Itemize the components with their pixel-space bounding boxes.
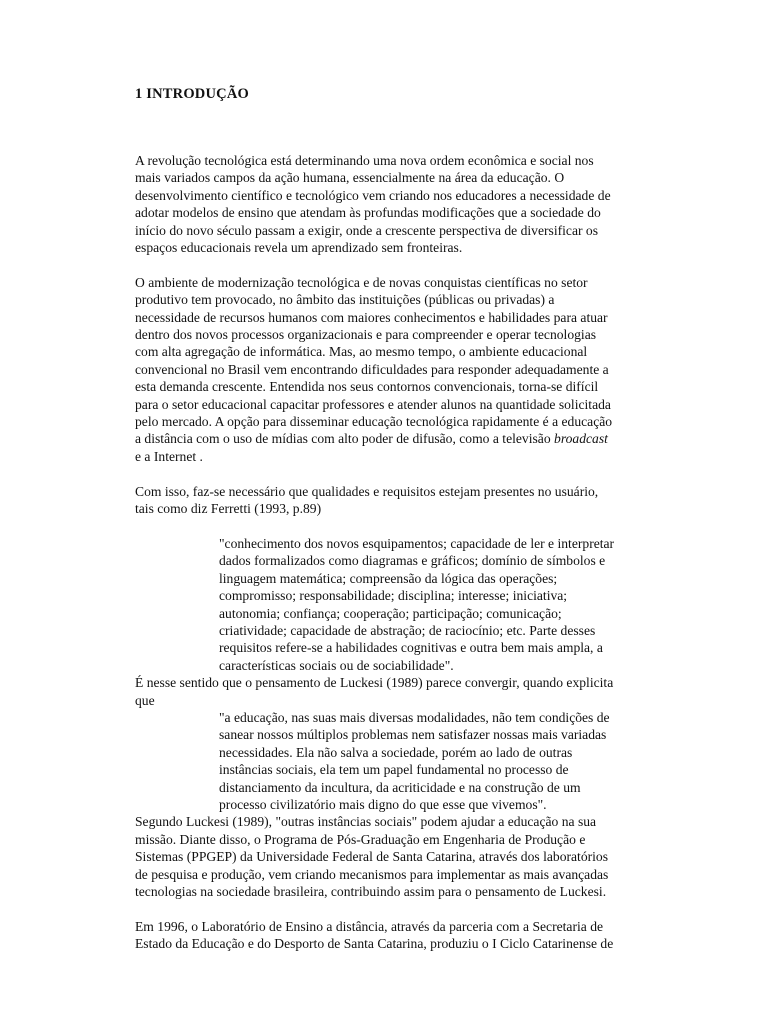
text-line: Em 1996, o Laboratório de Ensino a distância, através da parceria com a Secretaria de: [135, 918, 604, 934]
section-heading: 1 INTRODUÇÃO: [135, 86, 249, 102]
text-line: pelo mercado. A opção para disseminar educação tecnológica rapidamente é a educação: [135, 414, 613, 430]
text-line: [135, 430, 635, 447]
quote-line: instâncias sociais, ela tem um papel fundamental no processo de: [219, 762, 569, 778]
text-line: tecnologias na sociedade brasileira, contribuindo assim para o pensamento de Luckesi.: [135, 884, 607, 900]
text-line: para o setor educacional capacitar professores e atender alunos na quantidade solicitada: [135, 396, 611, 412]
quote-line: processo civilizatório mais digno do que esse que vivemos".: [219, 796, 547, 812]
text-line: desenvolvimento científico e tecnológico vem criando nos educadores a necessidade de: [135, 187, 611, 203]
text-line: Com isso, faz-se necessário que qualidades e requisitos estejam presentes no usuário,: [135, 483, 599, 499]
quote-line: características sociais ou de sociabilidade".: [219, 657, 454, 673]
paragraph-4: [135, 674, 635, 709]
text-line: Segundo Luckesi (1989), "outras instâncias sociais" podem ajudar a educação na sua: [135, 814, 597, 830]
block-quote-ferretti: [135, 535, 635, 674]
paragraph-1: [135, 152, 635, 256]
paragraph-6: [135, 918, 635, 953]
paragraph-2: [135, 274, 635, 465]
quote-line: criatividade; capacidade de abstração; de raciocínio; etc. Parte desses: [219, 622, 596, 638]
text-line: início do novo século passam a exigir, onde a crescente perspectiva de diversificar os: [135, 222, 598, 238]
text-line: necessidade de recursos humanos com maiores conhecimentos e habilidades para atuar: [135, 309, 608, 325]
quote-line: sanear nossos múltiplos problemas nem satisfazer nossas mais variadas: [219, 727, 607, 743]
text-line: produtivo tem provocado, no âmbito das instituições (públicas ou privadas) a: [135, 292, 555, 308]
paragraph-spacer: [135, 518, 635, 535]
text-line: Estado da Educação e do Desporto de Santa Catarina, produziu o I Ciclo Catarinense de: [135, 936, 614, 952]
text-line: e a Internet .: [135, 448, 203, 464]
quote-line: compromisso; responsabilidade; disciplina; interesse; iniciativa;: [219, 588, 568, 604]
text-line: É nesse sentido que o pensamento de Luckesi (1989) parece convergir, quando explicita: [135, 675, 614, 691]
text-line: que: [135, 692, 155, 708]
text-line: mais variados campos da ação humana, essencialmente na área da educação. O: [135, 170, 565, 186]
text-line: espaços educacionais revela um aprendizado sem fronteiras.: [135, 240, 463, 256]
quote-line: "conhecimento dos novos esquipamentos; capacidade de ler e interpretar: [219, 535, 615, 551]
text-line: O ambiente de modernização tecnológica e de novas conquistas científicas no setor: [135, 274, 588, 290]
text-line: com alta agregação de informática. Mas, ao mesmo tempo, o ambiente educacional: [135, 344, 588, 360]
text-line: tais como diz Ferretti (1993, p.89): [135, 501, 322, 517]
paragraph-spacer: [135, 256, 635, 273]
quote-line: dados formalizados como diagramas e gráficos; domínio de símbolos e: [219, 553, 606, 569]
quote-line: necessidades. Ela não salva a sociedade, porém ao lado de outras: [219, 744, 573, 760]
quote-line: autonomia; confiança; cooperação; participação; comunicação;: [219, 605, 562, 621]
quote-line: requisitos refere-se a habilidades cognitivas e outra bem mais ampla, a: [219, 640, 603, 656]
text-line: missão. Diante disso, o Programa de Pós-Graduação em Engenharia de Produção e: [135, 831, 586, 847]
quote-line: distanciamento da incultura, da acriticidade e na construção de um: [219, 779, 581, 795]
text-line: A revolução tecnológica está determinando uma nova ordem econômica e social nos: [135, 153, 594, 168]
quote-line: linguagem matemática; compreensão da lógica das operações;: [219, 570, 558, 586]
paragraph-spacer: [135, 465, 635, 482]
text-line: esta demanda crescente. Entendida nos seus contornos convencionais, torna-se difícil: [135, 379, 599, 395]
document-body: [135, 152, 635, 953]
text-line: dentro dos novos processos organizacionais e para compreender e operar tecnologias: [135, 327, 597, 343]
italic-term: broadcast: [554, 431, 608, 447]
text-span: a distância com o uso de mídias com alto poder de difusão, como a televisão: [135, 431, 555, 447]
text-line: adotar modelos de ensino que atendam às profundas modificações que a sociedade do: [135, 205, 601, 221]
quote-line: "a educação, nas suas mais diversas modalidades, não tem condições de: [219, 709, 610, 725]
text-line: Sistemas (PPGEP) da Universidade Federal de Santa Catarina, através dos laboratórios: [135, 849, 609, 865]
text-line: de pesquisa e produção, vem criando mecanismos para implementar as mais avançadas: [135, 866, 609, 882]
paragraph-5: [135, 813, 635, 900]
paragraph-spacer: [135, 900, 635, 917]
paragraph-3: [135, 483, 635, 518]
text-line: convencional no Brasil vem encontrando dificuldades para responder adequadamente a: [135, 361, 609, 377]
block-quote-luckesi: [135, 709, 635, 813]
